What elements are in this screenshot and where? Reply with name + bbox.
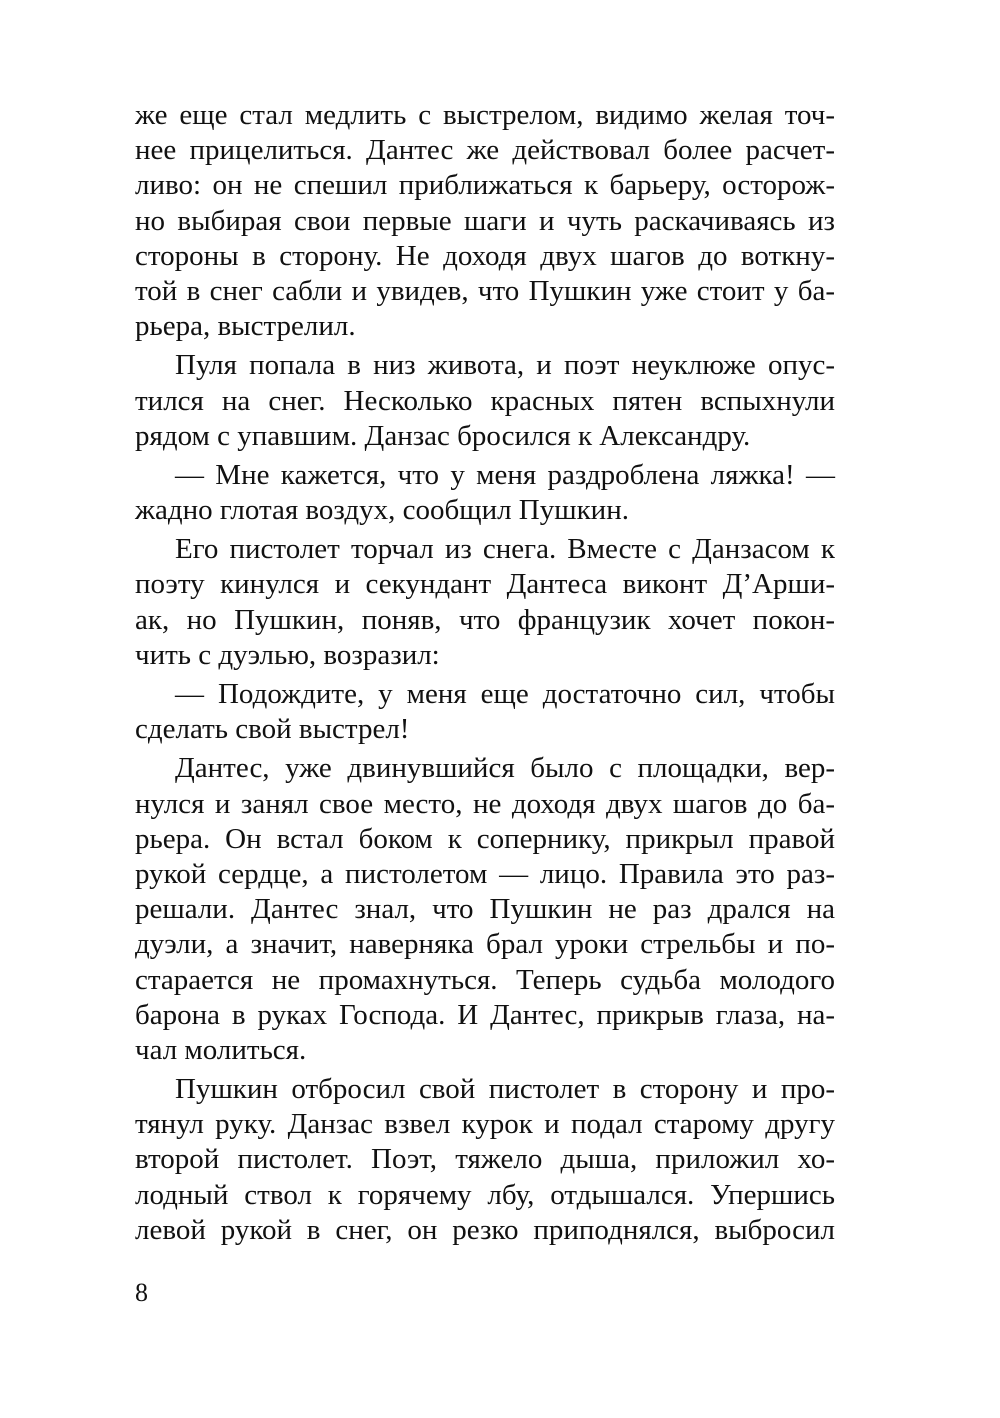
text-line: нее прицелиться. Дантес же действовал более расчет-	[135, 134, 835, 167]
paragraph	[135, 348, 835, 454]
text-line: левой рукой в снег, он резко приподнялся, выбросил	[135, 1213, 835, 1246]
page-number: 8	[135, 1278, 148, 1307]
text-line: рьера. Он встал боком к сопернику, прикрыл правой	[135, 822, 835, 855]
text-line: поэту кинулся и секундант Дантеса виконт Д’Арши-	[135, 568, 835, 601]
text-line: сделать свой выстрел!	[135, 713, 410, 746]
text-line: но выбирая свои первые шаги и чуть раскачиваясь из	[135, 204, 835, 237]
text-line: ак, но Пушкин, поняв, что французик хочет покон-	[135, 603, 835, 636]
paragraph	[135, 532, 835, 673]
text-line: — Мне кажется, что у меня раздроблена ляжка! —	[175, 458, 835, 491]
paragraph	[135, 677, 835, 747]
text-line: тянул руку. Данзас взвел курок и подал старому другу	[135, 1108, 835, 1141]
text-line: той в снег сабли и увидев, что Пушкин уже стоит у ба-	[135, 274, 835, 307]
text-line: чал молиться.	[135, 1033, 307, 1066]
text-line: Пушкин отбросил свой пистолет в сторону и про-	[175, 1073, 835, 1106]
text-line: Пуля попала в низ живота, и поэт неуклюже опус-	[175, 349, 835, 382]
paragraph	[135, 751, 835, 1068]
text-line: ливо: он не спешил приближаться к барьеру, осторож-	[135, 169, 835, 202]
text-line: решали. Дантес знал, что Пушкин не раз дрался на	[135, 893, 835, 926]
text-line: же еще стал медлить с выстрелом, видимо желая точ-	[135, 99, 835, 131]
text-line: стороны в сторону. Не доходя двух шагов до воткну-	[135, 239, 835, 272]
paragraph	[135, 1072, 835, 1248]
text-line: Дантес, уже двинувшийся было с площадки, вер-	[175, 752, 835, 785]
text-line: Его пистолет торчал из снега. Вместе с Данзасом к	[175, 533, 835, 566]
paragraph	[135, 458, 835, 528]
book-page-text	[135, 98, 835, 1248]
paragraph	[135, 98, 835, 344]
text-line: лодный ствол к горячему лбу, отдышался. Упершись	[135, 1178, 835, 1211]
text-line: тился на снег. Несколько красных пятен вспыхнули	[135, 384, 835, 417]
text-line: — Подождите, у меня еще достаточно сил, чтобы	[175, 678, 835, 710]
text-line: барона в руках Господа. И Дантес, прикрыв глаза, на-	[135, 998, 835, 1031]
text-line: рьера, выстрелил.	[135, 310, 356, 343]
text-line: дуэли, а значит, наверняка брал уроки стрельбы и по-	[135, 928, 835, 961]
text-line: рядом с упавшим. Данзас бросился к Александру.	[135, 419, 751, 452]
text-line: второй пистолет. Поэт, тяжело дыша, приложил хо-	[135, 1143, 835, 1176]
text-line: чить с дуэлью, возразил:	[135, 638, 440, 671]
text-line: старается не промахнуться. Теперь судьба молодого	[135, 963, 835, 996]
text-line: нулся и занял свое место, не доходя двух шагов до ба-	[135, 787, 835, 820]
text-line: рукой сердце, а пистолетом — лицо. Правила это раз-	[135, 857, 835, 890]
text-line: жадно глотая воздух, сообщил Пушкин.	[135, 494, 629, 527]
